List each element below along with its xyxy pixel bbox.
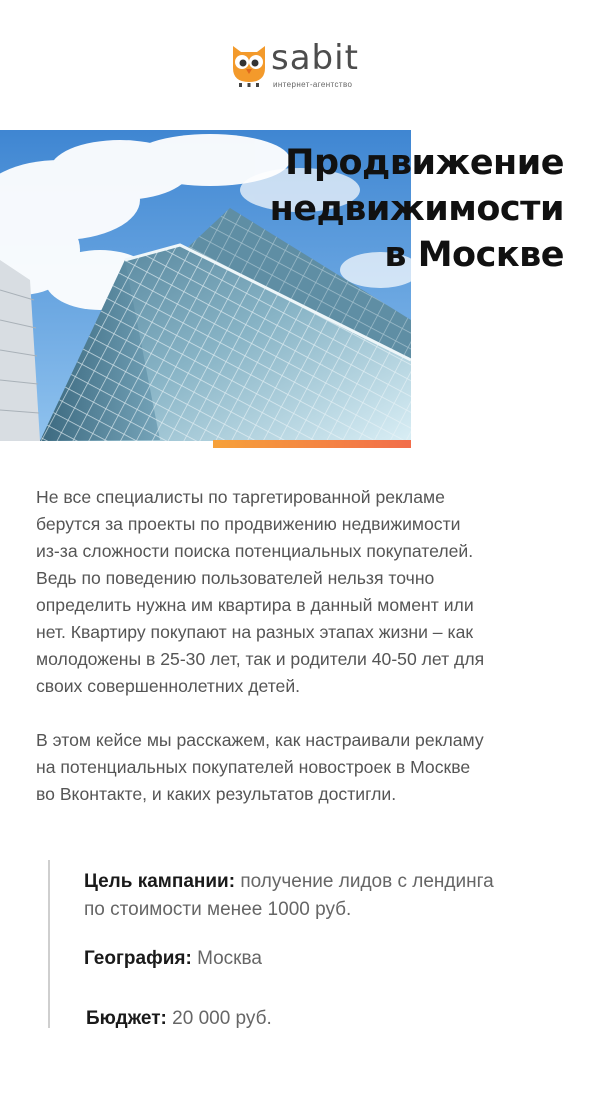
logo-subtitle: интернет-агентство (273, 80, 353, 89)
sabit-logo (229, 38, 374, 90)
text-line: Не все специалисты по таргетированной рекламе (36, 487, 445, 507)
info-divider (48, 860, 50, 1028)
page-title (234, 140, 564, 278)
campaign-goal (84, 868, 494, 924)
text-line: на потенциальных покупателей новостроек в Москве (36, 757, 471, 777)
goal-label: Цель кампании: (84, 871, 236, 892)
budget-label: Бюджет: (86, 1008, 167, 1029)
text-line: берутся за проекты по продвижению недвижимости (36, 514, 461, 534)
text-line: нет. Квартиру покупают на разных этапах жизни – как (36, 622, 474, 642)
geography (84, 945, 262, 973)
hero-accent-bar (213, 440, 411, 448)
geo-value: Москва (197, 948, 262, 969)
case-paragraph (36, 727, 576, 808)
text-line: Ведь по поведению пользователей нельзя точно (36, 568, 435, 588)
title-line: в Москве (384, 235, 564, 275)
budget (86, 1005, 272, 1033)
title-line: недвижимости (269, 189, 564, 229)
text-line: В этом кейсе мы расскажем, как настраивали рекламу (36, 730, 484, 750)
intro-paragraph (36, 484, 576, 700)
text-line: своих совершеннолетних детей. (36, 676, 301, 696)
text-line: из-за сложности поиска потенциальных покупателей. (36, 541, 474, 561)
owl-icon (229, 42, 269, 88)
goal-value: получение лидов с лендинга (240, 871, 494, 892)
goal-value-cont: по стоимости менее 1000 руб. (84, 899, 352, 920)
text-line: во Вконтакте, и каких результатов достигли. (36, 784, 397, 804)
text-line: определить нужна им квартира в данный момент или (36, 595, 474, 615)
budget-value: 20 000 руб. (172, 1008, 272, 1029)
geo-label: География: (84, 948, 192, 969)
logo-wordmark: sabit (271, 38, 359, 78)
text-line: молодожены в 25-30 лет, так и родители 40-50 лет для (36, 649, 485, 669)
title-line: Продвижение (285, 143, 564, 183)
